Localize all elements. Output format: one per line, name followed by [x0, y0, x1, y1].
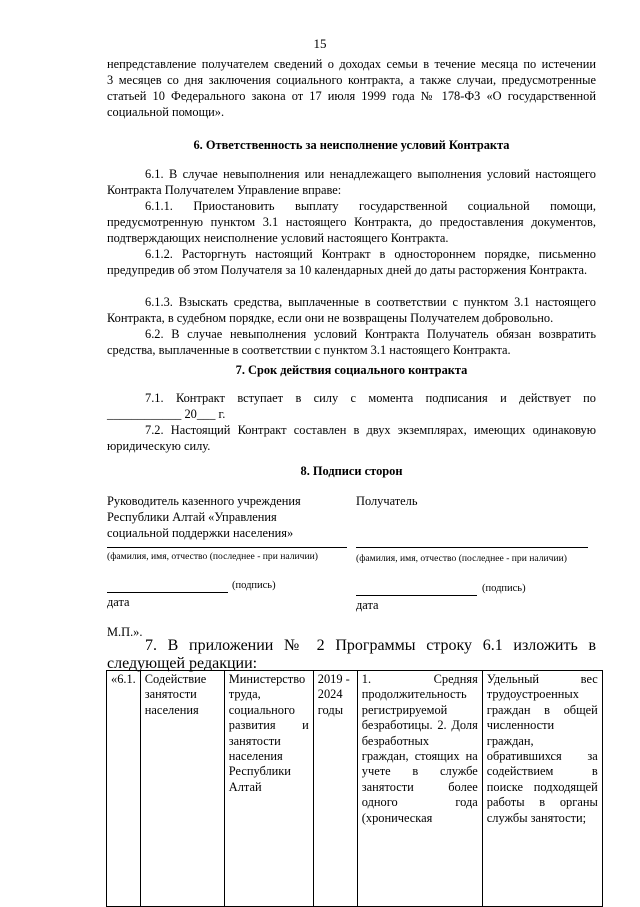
right-signature-caption: (подпись) — [482, 583, 526, 594]
clause-6-1-2: 6.1.2. Расторгнуть настоящий Контракт в одностороннем порядке, письменно предупредив об этом Получателя за 10 календарных дней до даты расторжения Контракта. — [107, 247, 596, 278]
clause-7-1-line-1: 7.1. Контракт вступает в силу с момента подписания и действует по — [145, 391, 596, 405]
row-number-cell: «6.1. — [107, 671, 141, 907]
result-cell: Удельный вес трудоустроенных граждан в общей численности граждан, обратившихся за содействием в поиске подходящей работы в органы службы занятости; — [482, 671, 602, 907]
clause-7-1-line-2: ____________ 20___ г. — [107, 407, 226, 421]
right-date-label: дата — [356, 598, 379, 612]
right-signature-line — [356, 595, 477, 596]
section-6-title: 6. Ответственность за неисполнение условий Контракта — [193, 138, 510, 152]
clause-6-1: 6.1. В случае невыполнения или ненадлежащего выполнения условий настоящего Контракта Получателем Управление вправе: — [107, 167, 596, 198]
left-party-line-2: Республики Алтай «Управления — [107, 510, 277, 524]
amendment-text: 7. В приложении № 2 Программы строку 6.1 изложить в следующей редакции: — [107, 637, 596, 672]
table-row — [107, 671, 603, 907]
left-date-label: дата — [107, 595, 130, 609]
left-party-line-3: социальной поддержки населения» — [107, 526, 294, 540]
intro-line-1: непредставление получателем сведений о доходах семьи в течение месяца по истечении — [107, 57, 596, 71]
right-name-caption: (фамилия, имя, отчество (последнее - при наличии) — [356, 553, 567, 564]
intro-line-4: социальной помощи». — [107, 105, 225, 119]
intro-line-3: статьей 10 Федерального закона от 17 июля 1999 года № 178-ФЗ «О государственной — [107, 89, 596, 103]
clause-7-2: 7.2. Настоящий Контракт составлен в двух экземплярах, имеющих одинаковую юридическую силу. — [107, 423, 596, 454]
clause-6-2: 6.2. В случае невыполнения условий Контракта Получатель обязан возвратить средства, выплаченные в соответствии с пунктом 3.1 настоящего Контракта. — [107, 327, 596, 358]
left-name-line — [107, 547, 347, 548]
intro-line-2: 3 месяцев со дня заключения социального контракта, а также случаи, предусмотренные — [107, 73, 596, 87]
left-signature-line — [107, 592, 228, 593]
indicators-cell: 1. Средняя продолжительность регистрируемой безработицы. 2. Доля безработных граждан, стоящих на учете в службе занятости более одного года (хроническая — [357, 671, 482, 907]
executor-cell: Министерство труда, социального развития и занятости населения Республики Алтай — [224, 671, 313, 907]
program-table — [106, 670, 603, 907]
left-signature-caption: (подпись) — [232, 580, 276, 591]
section-8-title: 8. Подписи сторон — [300, 464, 403, 478]
left-name-caption: (фамилия, имя, отчество (последнее - при наличии) — [107, 551, 318, 562]
right-name-line — [356, 547, 588, 548]
period-cell: 2019 - 2024 годы — [313, 671, 357, 907]
clause-6-1-3: 6.1.3. Взыскать средства, выплаченные в соответствии с пунктом 3.1 настоящего Контракта, в судебном порядке, если они не возвращены Получателем добровольно. — [107, 295, 596, 326]
clause-6-1-1: 6.1.1. Приостановить выплату государственной социальной помощи, предусмотренную пунктом 3.1 настоящего Контракта, до предоставления документов, подтверждающих неисполнение условий настоящего Контракта. — [107, 199, 596, 246]
section-7-title: 7. Срок действия социального контракта — [235, 363, 468, 377]
page-number: 15 — [313, 36, 327, 51]
measure-name-cell: Содействие занятости населения — [140, 671, 224, 907]
left-party-line-1: Руководитель казенного учреждения — [107, 494, 301, 508]
stamp-label: М.П.». — [107, 625, 143, 639]
right-party: Получатель — [356, 494, 418, 508]
